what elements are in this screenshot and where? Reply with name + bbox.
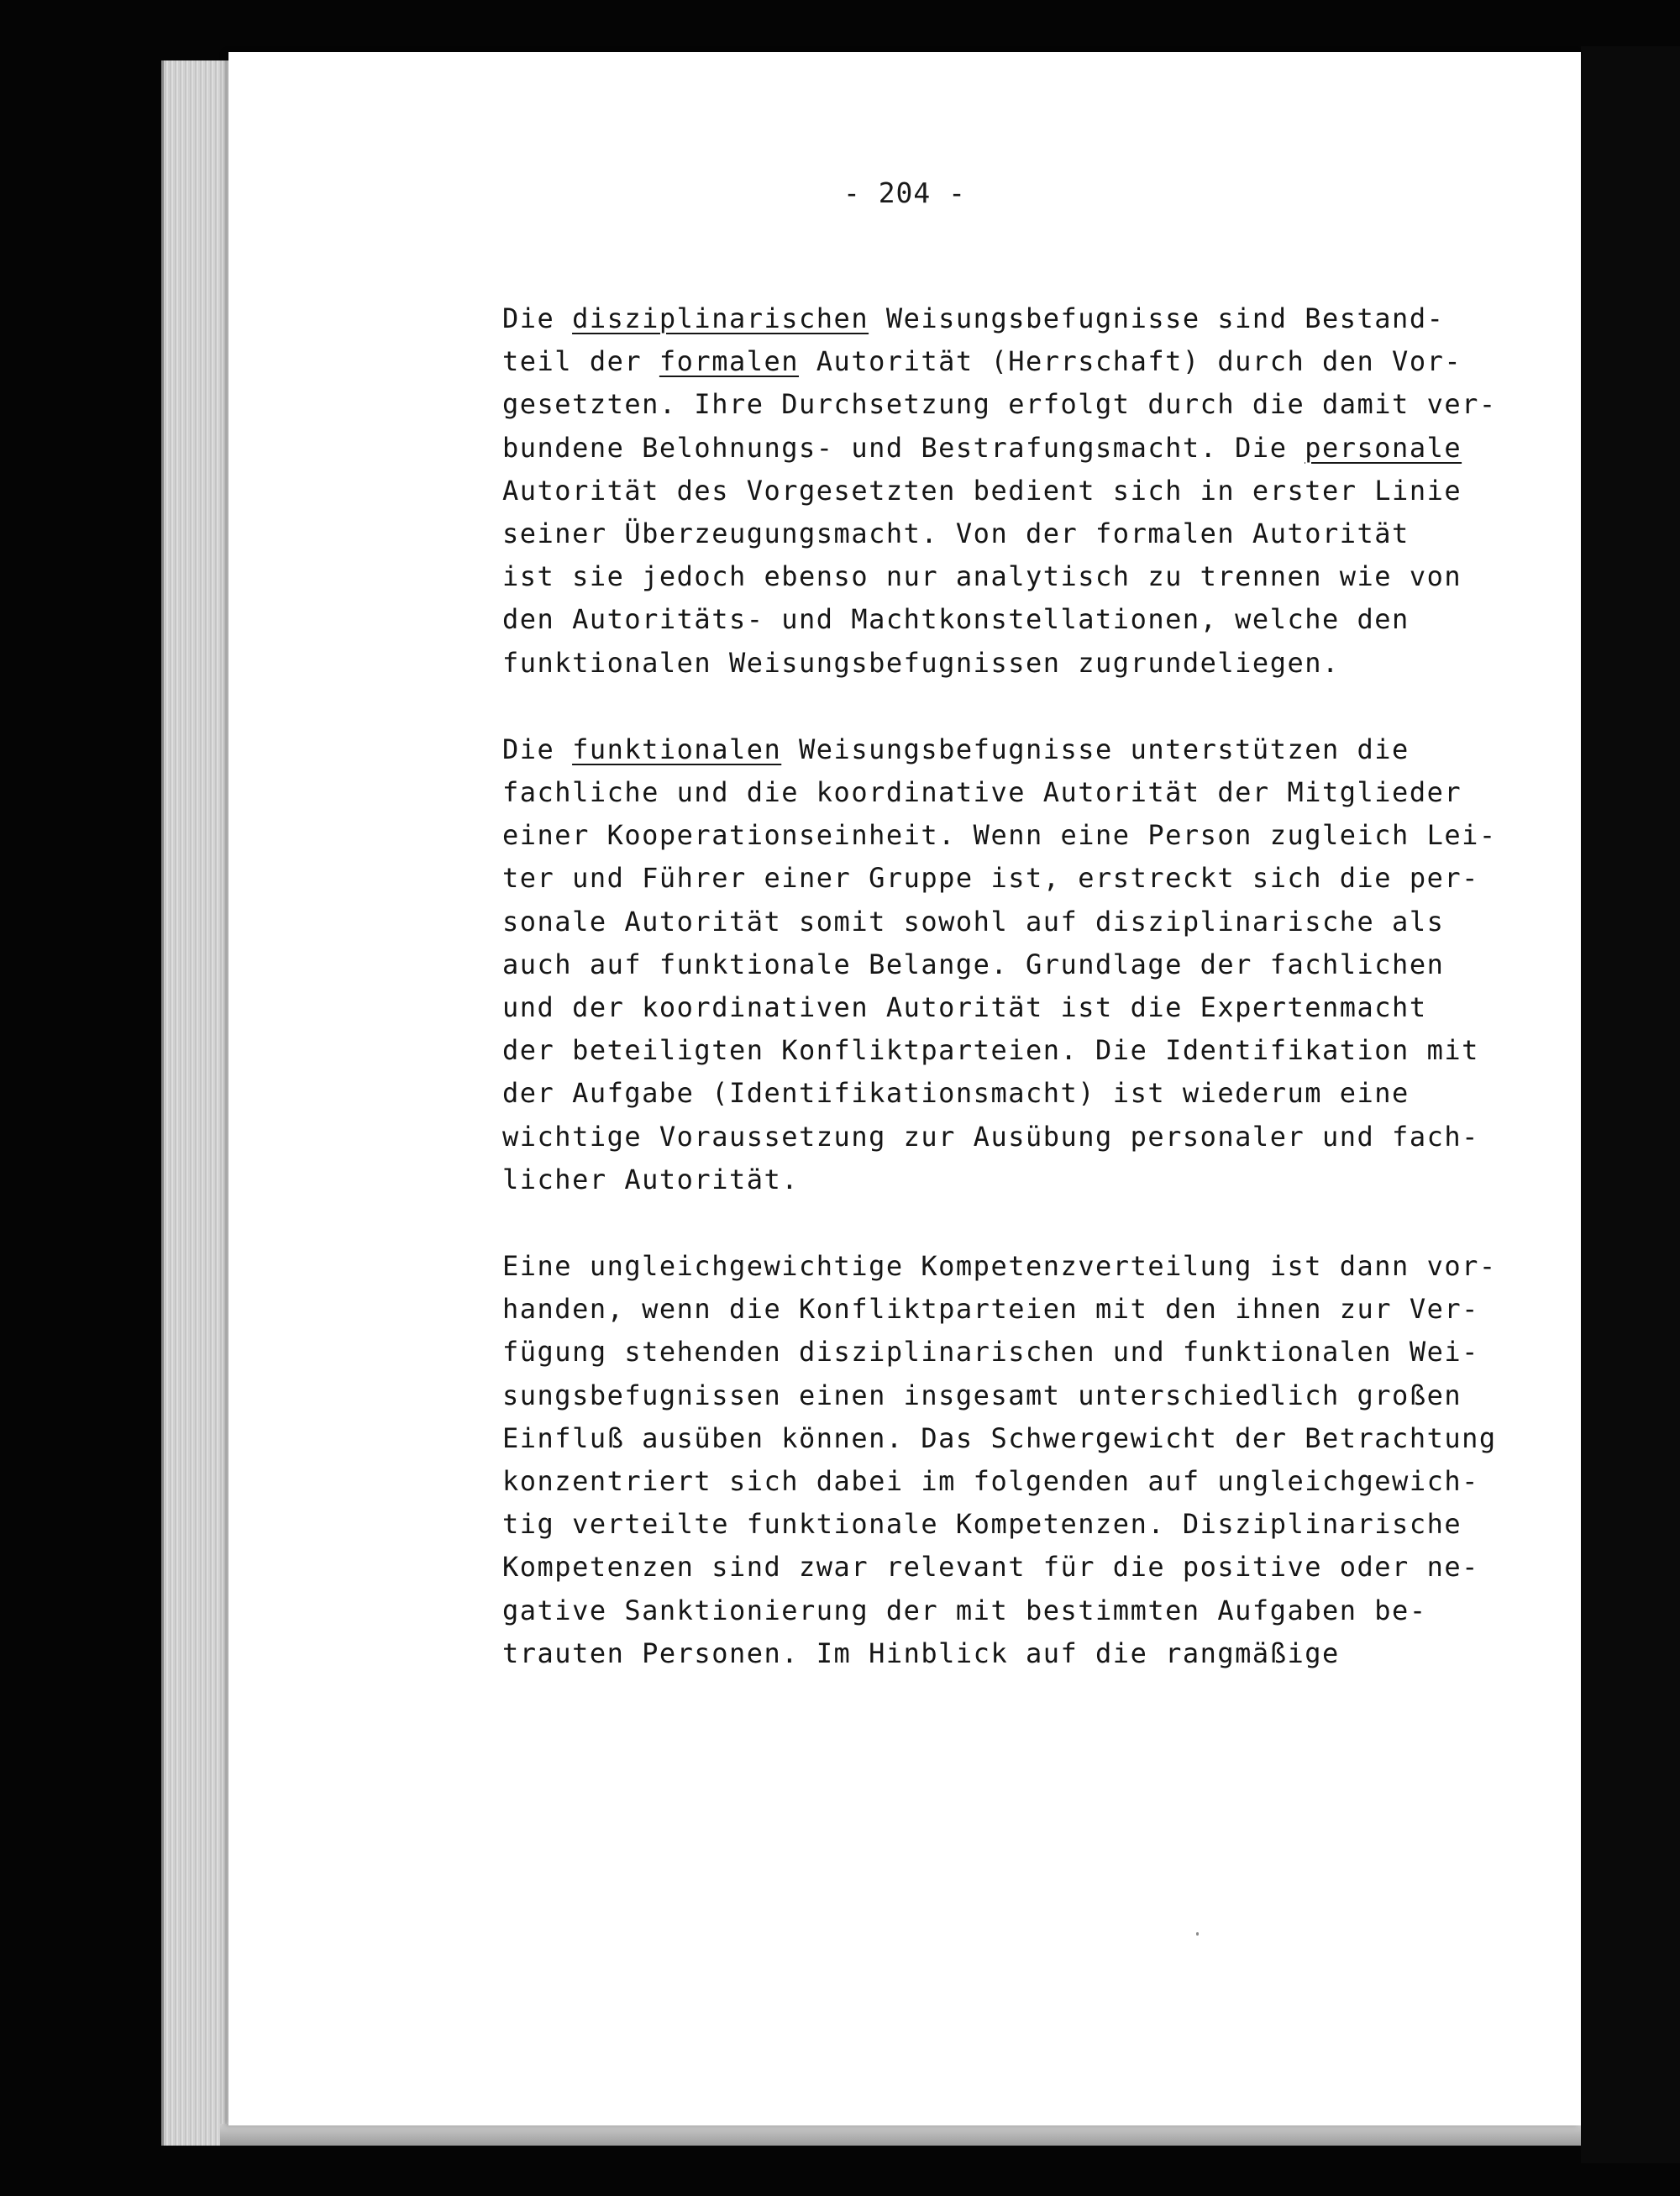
text-segment: gesetzten. Ihre Durchsetzung erfolgt durch die damit ver- [502,388,1497,421]
text-segment: bundene Belohnungs- und Bestrafungsmacht. Die [502,431,1305,464]
text-segment: licher Autorität. [502,1163,800,1195]
text-segment: auch auf funktionale Belange. Grundlage der fachlichen [502,948,1445,980]
paragraph-1 [502,297,1552,685]
text-line [502,1589,1552,1632]
text-line [502,1460,1552,1503]
underlined-term: disziplinarischen [572,302,869,334]
text-segment: ist sie jedoch ebenso nur analytisch zu trennen wie von [502,560,1462,593]
text-line [502,771,1552,814]
text-segment: der beteiligten Konfliktparteien. Die Identifikation mit [502,1034,1479,1067]
text-segment: Einfluß ausüben können. Das Schwergewicht der Betrachtung [502,1421,1497,1454]
paper-speck [1196,1932,1199,1936]
text-line [502,1029,1552,1072]
underlined-term: formalen [659,345,800,378]
text-segment: teil der [502,345,659,378]
text-line [502,340,1552,383]
text-line [502,901,1552,943]
page-number: - 204 - [843,176,967,209]
underlined-term: funktionalen [572,733,782,765]
text-segment: und der koordinativen Autorität ist die Expertenmacht [502,991,1427,1024]
text-line [502,1116,1552,1158]
text-segment: Weisungsbefugnisse unterstützen die [781,733,1410,765]
document-page [228,52,1581,2125]
text-line [502,297,1552,340]
text-segment: Autorität des Vorgesetzten bedient sich in erster Linie [502,474,1462,507]
text-line [502,1331,1552,1374]
text-line [502,986,1552,1029]
paragraph-3 [502,1245,1552,1675]
text-line [502,814,1552,857]
text-segment: ter und Führer einer Gruppe ist, erstreckt sich die per- [502,862,1479,895]
text-segment: einer Kooperationseinheit. Wenn eine Person zugleich Lei- [502,819,1497,852]
text-segment: Die [502,302,573,334]
text-line [502,1288,1552,1331]
paragraph-2 [502,728,1552,1201]
text-segment: gative Sanktionierung der mit bestimmten Aufgaben be- [502,1594,1427,1626]
text-line [502,512,1552,555]
text-segment: konzentriert sich dabei im folgenden auf ungleichgewich- [502,1465,1479,1498]
text-segment: trauten Personen. Im Hinblick auf die rangmäßige [502,1636,1340,1669]
text-segment: wichtige Voraussetzung zur Ausübung personaler und fach- [502,1120,1479,1153]
text-segment: den Autoritäts- und Machtkonstellationen, welche den [502,603,1410,636]
text-line [502,1245,1552,1288]
text-line [502,383,1552,426]
body-text [502,297,1552,1675]
text-line [502,1158,1552,1201]
text-segment: funktionalen Weisungsbefugnissen zugrundeliegen. [502,646,1340,679]
text-line [502,1503,1552,1546]
text-line [502,1374,1552,1417]
text-segment: fügung stehenden disziplinarischen und funktionalen Wei- [502,1336,1479,1369]
text-line [502,555,1552,598]
text-segment: Autorität (Herrschaft) durch den Vor- [799,345,1462,378]
text-segment: sungsbefugnissen einen insgesamt unterschiedlich großen [502,1379,1462,1411]
underlined-term: personale [1305,431,1462,464]
text-line [502,1632,1552,1675]
text-segment: handen, wenn die Konfliktparteien mit den ihnen zur Ver- [502,1293,1479,1326]
text-line [502,1072,1552,1115]
text-line [502,943,1552,986]
text-segment: Weisungsbefugnisse sind Bestand- [869,302,1445,334]
text-segment: Eine ungleichgewichtige Kompetenzverteilung ist dann vor- [502,1250,1497,1283]
text-segment: der Aufgabe (Identifikationsmacht) ist wiederum eine [502,1077,1410,1110]
text-line [502,728,1552,771]
text-line [502,857,1552,900]
text-line [502,642,1552,685]
text-line [502,1417,1552,1460]
book-bottom-edge [220,2124,1665,2146]
text-line [502,598,1552,641]
text-line [502,1546,1552,1589]
text-line [502,427,1552,470]
text-segment: sonale Autorität somit sowohl auf disziplinarische als [502,905,1445,938]
text-segment: seiner Überzeugungsmacht. Von der formalen Autorität [502,517,1410,550]
text-segment: Die [502,733,573,765]
text-segment: fachliche und die koordinative Autorität der Mitglieder [502,776,1462,809]
scan-margin-right [1581,46,1680,2163]
text-line [502,470,1552,512]
text-segment: Kompetenzen sind zwar relevant für die positive oder ne- [502,1551,1479,1584]
text-segment: tig verteilte funktionale Kompetenzen. Disziplinarische [502,1508,1462,1541]
